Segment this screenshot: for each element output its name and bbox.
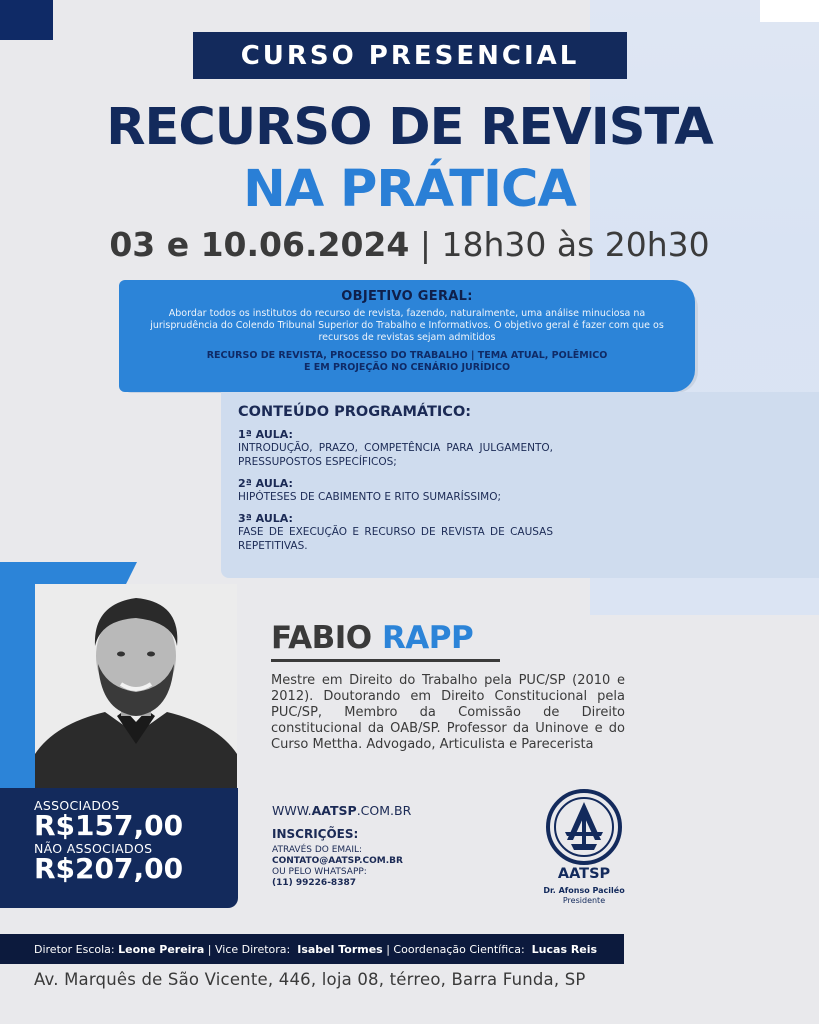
coord-label: | Coordenação Científica: (382, 942, 529, 956)
course-dates (0, 225, 819, 264)
blue-accent-bar (0, 562, 35, 788)
members-price: R$157,00 (34, 809, 184, 842)
whatsapp-label: OU PELO WHATSAPP: (272, 867, 367, 877)
logo-name: AATSP (557, 866, 611, 882)
lesson-text: HIPÓTESES DE CABIMENTO E RITO SUMARÍSSIMO; (238, 491, 502, 503)
registrations-title: INSCRIÇÕES: (272, 827, 359, 841)
coord-name: Lucas Reis (531, 942, 598, 956)
aatsp-emblem-icon (545, 788, 623, 866)
president-title: Presidente (562, 896, 606, 905)
corner-white-shape (760, 0, 819, 22)
objective-subtitle (139, 350, 675, 374)
non-members-price: R$207,00 (34, 852, 184, 885)
pricing-panel (0, 788, 238, 908)
speaker-first-name: FABIO (271, 620, 372, 656)
website-domain: AATSP (311, 803, 357, 818)
speaker-underline (271, 659, 394, 662)
president-info (530, 886, 638, 906)
event-address: Av. Marquês de São Vicente, 446, loja 08, térreo, Barra Funda, SP (34, 970, 586, 989)
registrations-info (272, 845, 403, 889)
course-type-badge: CURSO PRESENCIAL (193, 32, 627, 79)
footer-credits-bar (0, 934, 624, 964)
lesson-heading: 3ª AULA: (238, 512, 293, 525)
speaker-last-name: RAPP (381, 620, 474, 656)
speaker-portrait-icon (35, 584, 237, 788)
objective-subtitle-line1: RECURSO DE REVISTA, PROCESSO DO TRABALHO | TEMA ATUAL, POLÊMICO (206, 350, 608, 361)
speaker-underline (394, 659, 500, 662)
website-prefix: WWW. (272, 803, 312, 818)
speaker-bio: Mestre em Direito do Trabalho pela PUC/SP (2010 e 2012). Doutorando em Direito Constitucional pela PUC/SP, Membro da Comissão de Direito constitucional da OAB/SP. Professor da Uninove e do Curso Mettha. Advogado, Articulista e Parecerista (271, 673, 625, 752)
non-members-label: NÃO ASSOCIADOS (34, 841, 153, 856)
lesson-text: INTRODUÇÃO, PRAZO, COMPETÊNCIA PARA JULGAMENTO, PRESSUPOSTOS ESPECÍFICOS; (238, 442, 553, 468)
corner-navy-shape (0, 0, 53, 40)
aatsp-logo (545, 788, 623, 866)
members-label: ASSOCIADOS (34, 798, 120, 813)
lesson-heading: 1ª AULA: (238, 428, 293, 441)
date-separator: | (409, 225, 442, 264)
program-box (221, 392, 819, 578)
objective-box (119, 280, 695, 392)
website-suffix: .COM.BR (356, 803, 412, 818)
course-title-line2: NA PRÁTICA (243, 160, 576, 219)
speaker-photo (35, 584, 237, 788)
course-days: 03 e 10.06.2024 (109, 225, 410, 264)
objective-subtitle-line2: E EM PROJEÇÃO NO CENÁRIO JURÍDICO (303, 362, 511, 373)
vice-label: | Vice Diretora: (204, 942, 294, 956)
course-time: 18h30 às 20h30 (441, 225, 710, 264)
objective-text: Abordar todos os institutos do recurso de revista, fazendo, naturalmente, uma análise minuciosa na jurisprudência do Colendo Tribunal Superior do Trabalho e Informativos. O objetivo geral é fazer com que os recursos de revistas sejam admitidos (150, 308, 664, 343)
whatsapp-number[interactable]: (11) 99226-8387 (272, 878, 356, 888)
lesson-text: FASE DE EXECUÇÃO E RECURSO DE REVISTA DE CAUSAS REPETITIVAS. (238, 526, 553, 552)
program-title: CONTEÚDO PROGRAMÁTICO: (238, 404, 472, 420)
president-name: Dr. Afonso Paciléo (543, 886, 625, 895)
website-link[interactable] (272, 803, 411, 818)
objective-title: OBJETIVO GERAL: (341, 289, 473, 304)
speaker-name (271, 620, 473, 656)
email-label: ATRAVÉS DO EMAIL: (272, 845, 363, 855)
vice-name: Isabel Tormes (297, 942, 383, 956)
director-name: Leone Pereira (118, 942, 205, 956)
course-title-line1: RECURSO DE REVISTA (106, 98, 713, 157)
lesson-heading: 2ª AULA: (238, 477, 293, 490)
director-label: Diretor Escola: (34, 942, 115, 956)
email-link[interactable]: CONTATO@AATSP.COM.BR (272, 856, 403, 866)
